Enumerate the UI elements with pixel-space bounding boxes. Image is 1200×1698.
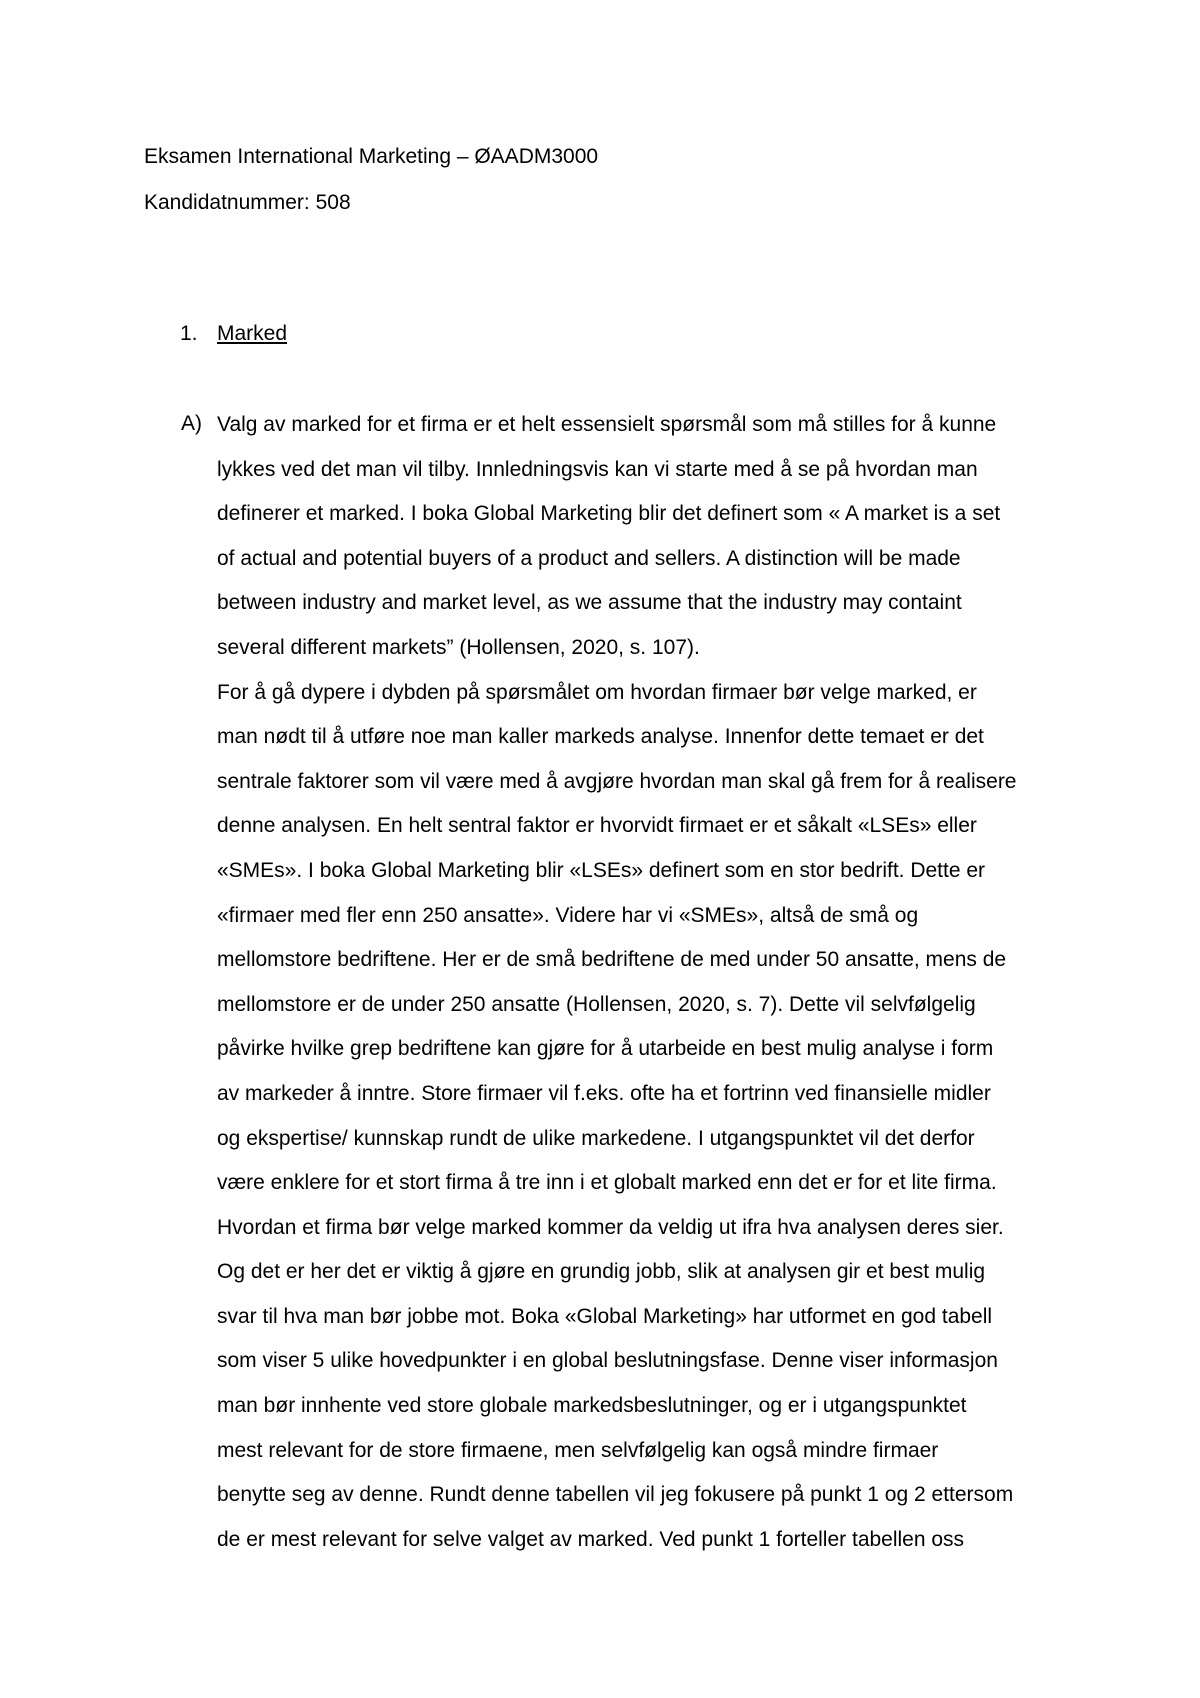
text-line: av markeder å inntre. Store firmaer vil f.eks. ofte ha et fortrinn ved finansielle midler: [217, 1081, 991, 1105]
text-line: denne analysen. En helt sentral faktor er hvorvidt firmaet er et såkalt «LSEs» eller: [217, 814, 977, 838]
candidate-number: Kandidatnummer: 508: [144, 191, 351, 214]
text-line: definerer et marked. I boka Global Marketing blir det definert som « A market is a set: [217, 502, 1001, 526]
text-line: påvirke hvilke grep bedriftene kan gjøre for å utarbeide en best mulig analyse i form: [217, 1037, 994, 1061]
text-line: man bør innhente ved store globale markedsbeslutninger, og er i utgangspunktet: [217, 1394, 967, 1418]
text-line: mellomstore bedriftene. Her er de små bedriftene de med under 50 ansatte, mens de: [217, 948, 1007, 972]
text-line: og ekspertise/ kunnskap rundt de ulike markedene. I utgangspunktet vil det derfor: [217, 1126, 975, 1150]
text-line: benytte seg av denne. Rundt denne tabellen vil jeg fokusere på punkt 1 og 2 ettersom: [217, 1483, 1014, 1507]
text-line: Hvordan et firma bør velge marked kommer da veldig ut ifra hva analysen deres sier.: [217, 1215, 1004, 1239]
section-title: Marked: [217, 322, 288, 345]
subsection-label: A): [181, 412, 202, 435]
text-line: man nødt til å utføre noe man kaller markeds analyse. Innenfor dette temaet er det: [217, 725, 984, 749]
text-line: of actual and potential buyers of a product and sellers. A distinction will be made: [217, 546, 961, 570]
text-line: svar til hva man bør jobbe mot. Boka «Global Marketing» har utformet en god tabell: [217, 1304, 993, 1328]
text-line: «firmaer med fler enn 250 ansatte». Videre har vi «SMEs», altså de små og: [217, 903, 919, 927]
text-line: mellomstore er de under 250 ansatte (Hollensen, 2020, s. 7). Dette vil selvfølgelig: [217, 992, 976, 1016]
text-line: lykkes ved det man vil tilby. Innledningsvis kan vi starte med å se på hvordan man: [217, 457, 978, 481]
text-line: være enklere for et stort firma å tre inn i et globalt marked enn det er for et lite firma.: [217, 1171, 997, 1195]
text-line: For å gå dypere i dybden på spørsmålet om hvordan firmaer bør velge marked, er: [217, 680, 977, 704]
text-line: «SMEs». I boka Global Marketing blir «LSEs» definert som en stor bedrift. Dette er: [217, 858, 986, 882]
section-number: 1.: [180, 322, 198, 345]
text-line: between industry and market level, as we assume that the industry may containt: [217, 591, 962, 615]
text-line: som viser 5 ulike hovedpunkter i en global beslutningsfase. Denne viser informasjon: [217, 1349, 998, 1373]
text-line: mest relevant for de store firmaene, men selvfølgelig kan også mindre firmaer: [217, 1438, 939, 1462]
text-line: Valg av marked for et firma er et helt essensielt spørsmål som må stilles for å kunne: [217, 413, 997, 436]
text-line: sentrale faktorer som vil være med å avgjøre hvordan man skal gå frem for å realisere: [217, 769, 1017, 793]
text-line: Og det er her det er viktig å gjøre en grundig jobb, slik at analysen gir et best mulig: [217, 1260, 986, 1284]
section-heading: [180, 322, 287, 346]
text-line: several different markets” (Hollensen, 2020, s. 107).: [217, 635, 700, 659]
document-title: Eksamen International Marketing – ØAADM3000: [144, 145, 599, 168]
body-paragraph: [217, 403, 1077, 1562]
text-line: de er mest relevant for selve valget av marked. Ved punkt 1 forteller tabellen oss: [217, 1527, 965, 1551]
